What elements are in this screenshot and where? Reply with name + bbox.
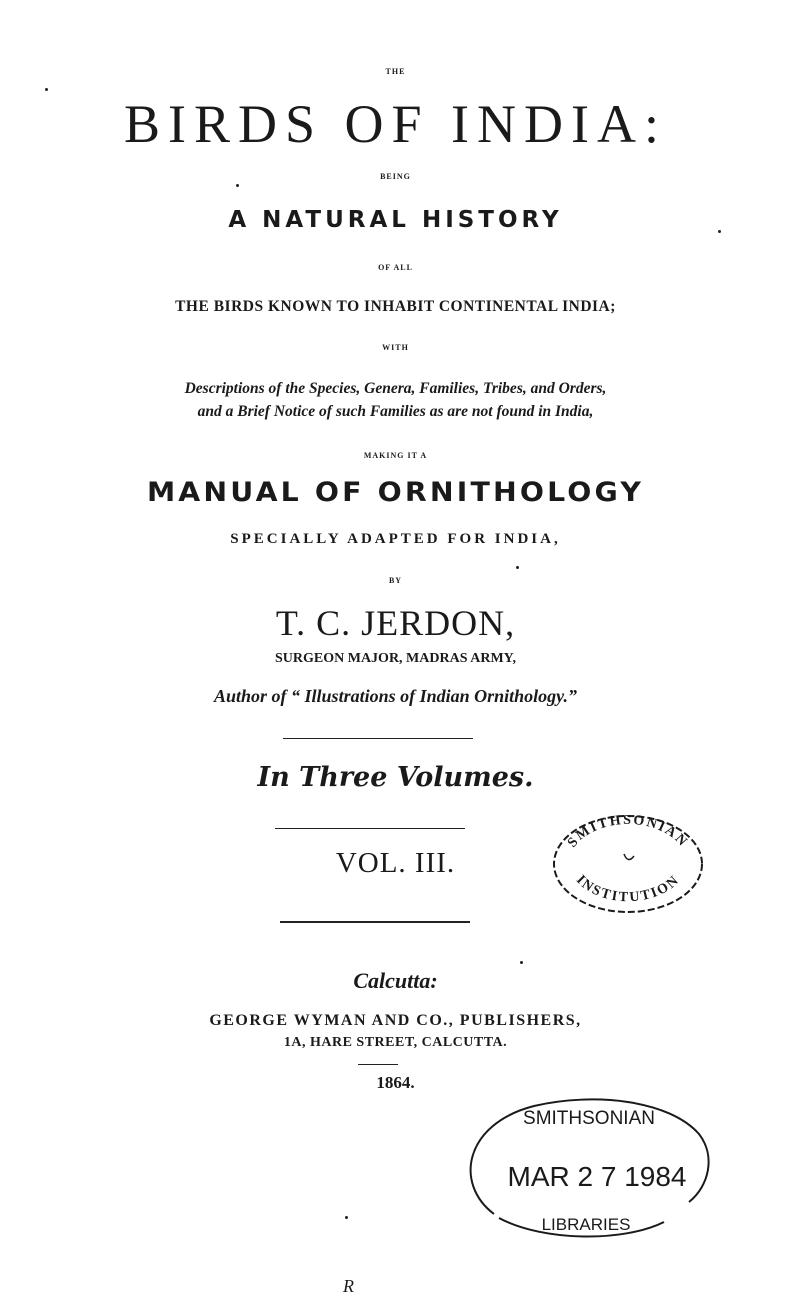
scan-speck bbox=[520, 961, 523, 964]
smithsonian-libraries-stamp bbox=[454, 1094, 716, 1244]
divider-rule bbox=[275, 828, 465, 829]
scan-speck bbox=[45, 88, 48, 91]
natural-history-heading: A NATURAL HISTORY bbox=[228, 207, 563, 233]
scan-speck bbox=[516, 566, 519, 569]
scan-speck bbox=[718, 230, 721, 233]
scan-speck bbox=[236, 184, 239, 187]
stamp-top-text: SMITHSONIAN bbox=[565, 812, 691, 851]
stamp-bottom-text: INSTITUTION bbox=[573, 872, 684, 906]
svg-text:INSTITUTION bbox=[573, 872, 683, 905]
volumes-line: In Three Volumes. bbox=[257, 762, 534, 793]
publisher-address: 1A, HARE STREET, CALCUTTA. bbox=[283, 1035, 508, 1050]
short-rule bbox=[358, 1064, 398, 1065]
the-label: THE bbox=[385, 67, 406, 76]
by-label: BY bbox=[388, 576, 403, 585]
making-it-a-label: MAKING IT A bbox=[363, 451, 428, 460]
stamp-bottom-text: LIBRARIES bbox=[541, 1215, 631, 1234]
of-all-label: OF ALL bbox=[378, 263, 413, 272]
author-title: SURGEON MAJOR, MADRAS ARMY, bbox=[275, 651, 516, 666]
author-of-line: Author of “ Illustrations of Indian Ornithology.” bbox=[214, 686, 577, 706]
stamp-date: MAR 2 7 1984 bbox=[507, 1161, 687, 1192]
publisher-line: GEORGE WYMAN AND CO., PUBLISHERS, bbox=[209, 1012, 582, 1029]
manual-heading: MANUAL OF ORNITHOLOGY bbox=[146, 477, 645, 508]
author-name: T. C. JERDON, bbox=[275, 603, 516, 643]
birds-known-line: THE BIRDS KNOWN TO INHABIT CONTINENTAL INDIA; bbox=[175, 298, 616, 315]
stamp-emblem-icon bbox=[624, 854, 634, 860]
stamp-top-text: SMITHSONIAN bbox=[523, 1108, 655, 1129]
ornamental-rule bbox=[280, 921, 470, 923]
with-label: WITH bbox=[382, 343, 409, 352]
publication-year: 1864. bbox=[376, 1073, 415, 1092]
smithsonian-institution-stamp bbox=[548, 808, 708, 918]
book-title: BIRDS OF INDIA: bbox=[123, 94, 668, 154]
descriptions-line-1: Descriptions of the Species, Genera, Families, Tribes, and Orders, bbox=[184, 380, 607, 397]
svg-text:SMITHSONIAN bbox=[565, 813, 691, 851]
volume-number: VOL. III. bbox=[335, 847, 456, 879]
scan-speck bbox=[345, 1216, 348, 1219]
specially-adapted-line: SPECIALLY ADAPTED FOR INDIA, bbox=[230, 531, 561, 547]
descriptions-line-2: and a Brief Notice of such Families as are not found in India, bbox=[197, 403, 594, 420]
imprint-city: Calcutta: bbox=[353, 968, 438, 993]
marginal-mark: R bbox=[343, 1276, 354, 1296]
being-label: BEING bbox=[380, 172, 411, 181]
divider-rule bbox=[283, 738, 473, 739]
